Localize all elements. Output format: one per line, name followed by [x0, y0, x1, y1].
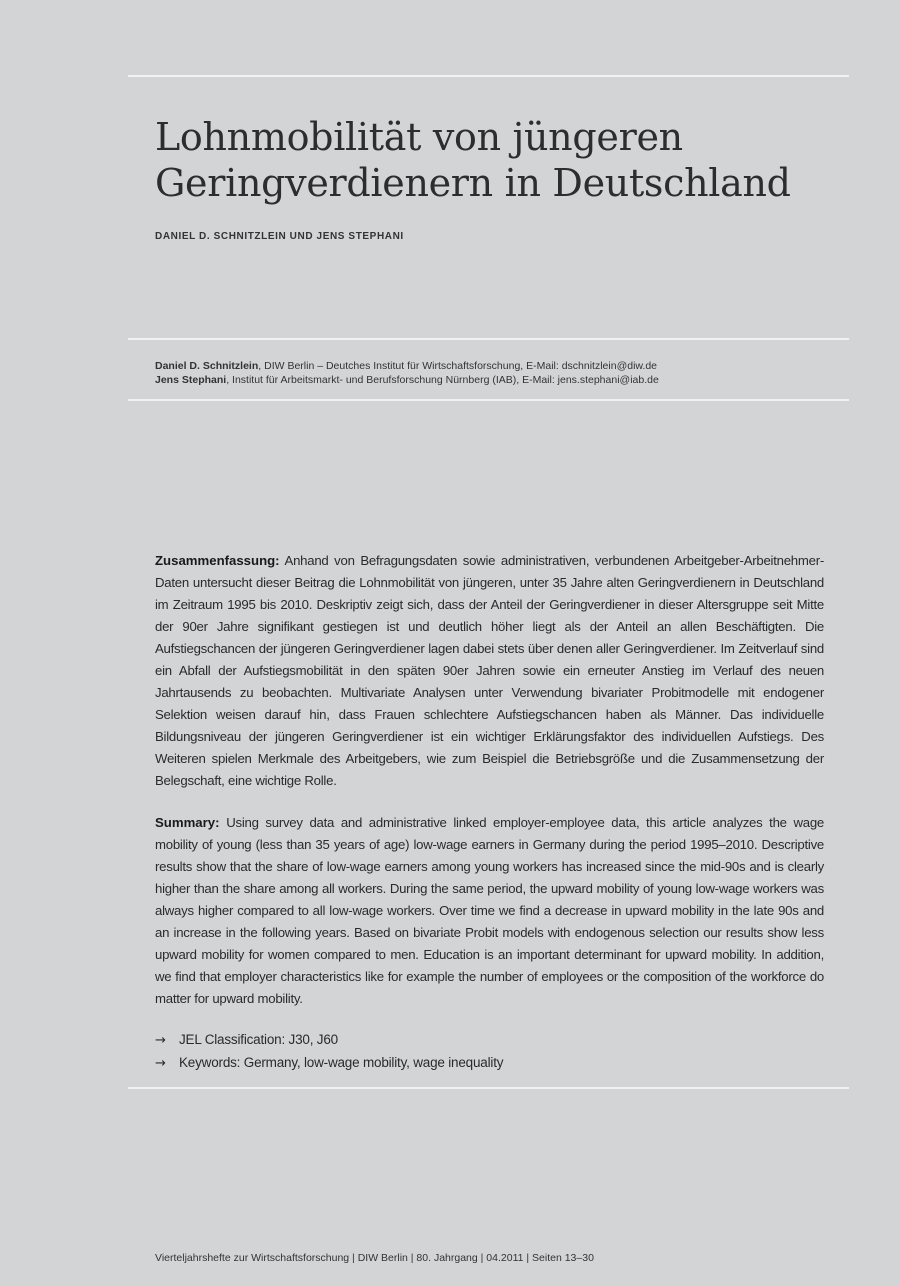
article-title [155, 114, 845, 206]
jel-line [155, 1029, 503, 1052]
title-line-2: Geringverdienern in Deutschland [155, 161, 791, 205]
keywords-line [155, 1052, 503, 1075]
author-names: DANIEL D. SCHNITZLEIN UND JENS STEPHANI [155, 231, 404, 242]
affiliation-2-name: Jens Stephani [155, 374, 227, 386]
title-line-1: Lohnmobilität von jüngeren [155, 115, 683, 159]
abstract-german-text: Anhand von Befragungsdaten sowie administrativen, verbundenen Arbeitgeber-Arbeitnehmer-Daten untersucht dieser Beitrag die Lohnmobilität von jüngeren, unter 35 Jahre alten Geringverdienern in Deutschland im Zeitraum 1995 bis 2010. Deskriptiv zeigt sich, dass der Anteil der Geringverdiener in dieser Altersgruppe seit Mitte der 90er Jahre signifikant gestiegen ist und deutlich höher liegt als der Anteil an allen Beschäftigten. Die Aufstiegschancen der jüngeren Geringverdiener lagen dabei stets über denen aller Geringverdiener. Im Zeitverlauf sind ein Abfall der Aufstiegsmobilität in den späten 90er Jahren sowie ein erneuter Anstieg im Verlauf des neuen Jahrtausends zu beobachten. Multivariate Analysen unter Verwendung bivariater Probitmodelle mit endogener Selektion weisen darauf hin, dass Frauen schlechtere Aufstiegschancen haben als Männer. Das individuelle Bildungsniveau der jüngeren Geringverdiener ist ein wichtiger Erklärungsfaktor des individuellen Aufstiegs. Des Weiteren spielen Merkmale des Arbeitgebers, wie zum Beispiel die Betriebsgröße und die Zusammensetzung der Belegschaft, eine wichtige Rolle. [155, 553, 824, 788]
abstract-german-label: Zusammenfassung: [155, 553, 280, 568]
arrow-right-icon: → [155, 1033, 166, 1048]
top-rule [128, 75, 849, 77]
jel-classification: JEL Classification: J30, J60 [179, 1032, 338, 1047]
keywords: Keywords: Germany, low-wage mobility, wage inequality [179, 1055, 504, 1070]
affiliation-bottom-rule [128, 399, 849, 401]
abstract-german [155, 550, 824, 792]
abstract-english-text: Using survey data and administrative linked employer-employee data, this article analyzes the wage mobility of young (less than 35 years of age) low-wage earners in Germany during the period 1995–2010. Descriptive results show that the share of low-wage earners among young workers has increased since the mid-90s and is clearly higher than the share among all workers. During the same period, the upward mobility of young low-wage workers was always higher compared to all low-wage workers. Over time we find a decrease in upward mobility in the late 90s and an increase in the following years. Based on bivariate Probit models with endogenous selection our results show less upward mobility for women compared to men. Education is an important determinant for upward mobility. In addition, we find that employer characteristics like for example the number of employees or the composition of the workforce do matter for upward mobility. [155, 815, 825, 1006]
author-affiliations [155, 359, 845, 387]
arrow-right-icon: → [155, 1056, 166, 1071]
abstract-english [155, 812, 824, 1010]
affiliation-2 [155, 373, 845, 387]
affiliation-1 [155, 359, 845, 373]
classification-block [155, 1029, 503, 1075]
affiliation-1-name: Daniel D. Schnitzlein [155, 360, 259, 372]
bottom-rule [128, 1087, 849, 1089]
affiliation-2-details: , Institut für Arbeitsmarkt- und Berufsforschung Nürnberg (IAB), E-Mail: jens.stephani@iab.de [226, 374, 659, 386]
affiliation-1-details: , DIW Berlin – Deutches Institut für Wirtschaftsforschung, E-Mail: dschnitzlein@diw.de [258, 360, 658, 372]
journal-footer: Vierteljahrshefte zur Wirtschaftsforschung | DIW Berlin | 80. Jahrgang | 04.2011 | Seiten 13–30 [155, 1252, 594, 1264]
affiliation-top-rule [128, 338, 849, 340]
abstract-english-label: Summary: [155, 815, 220, 830]
